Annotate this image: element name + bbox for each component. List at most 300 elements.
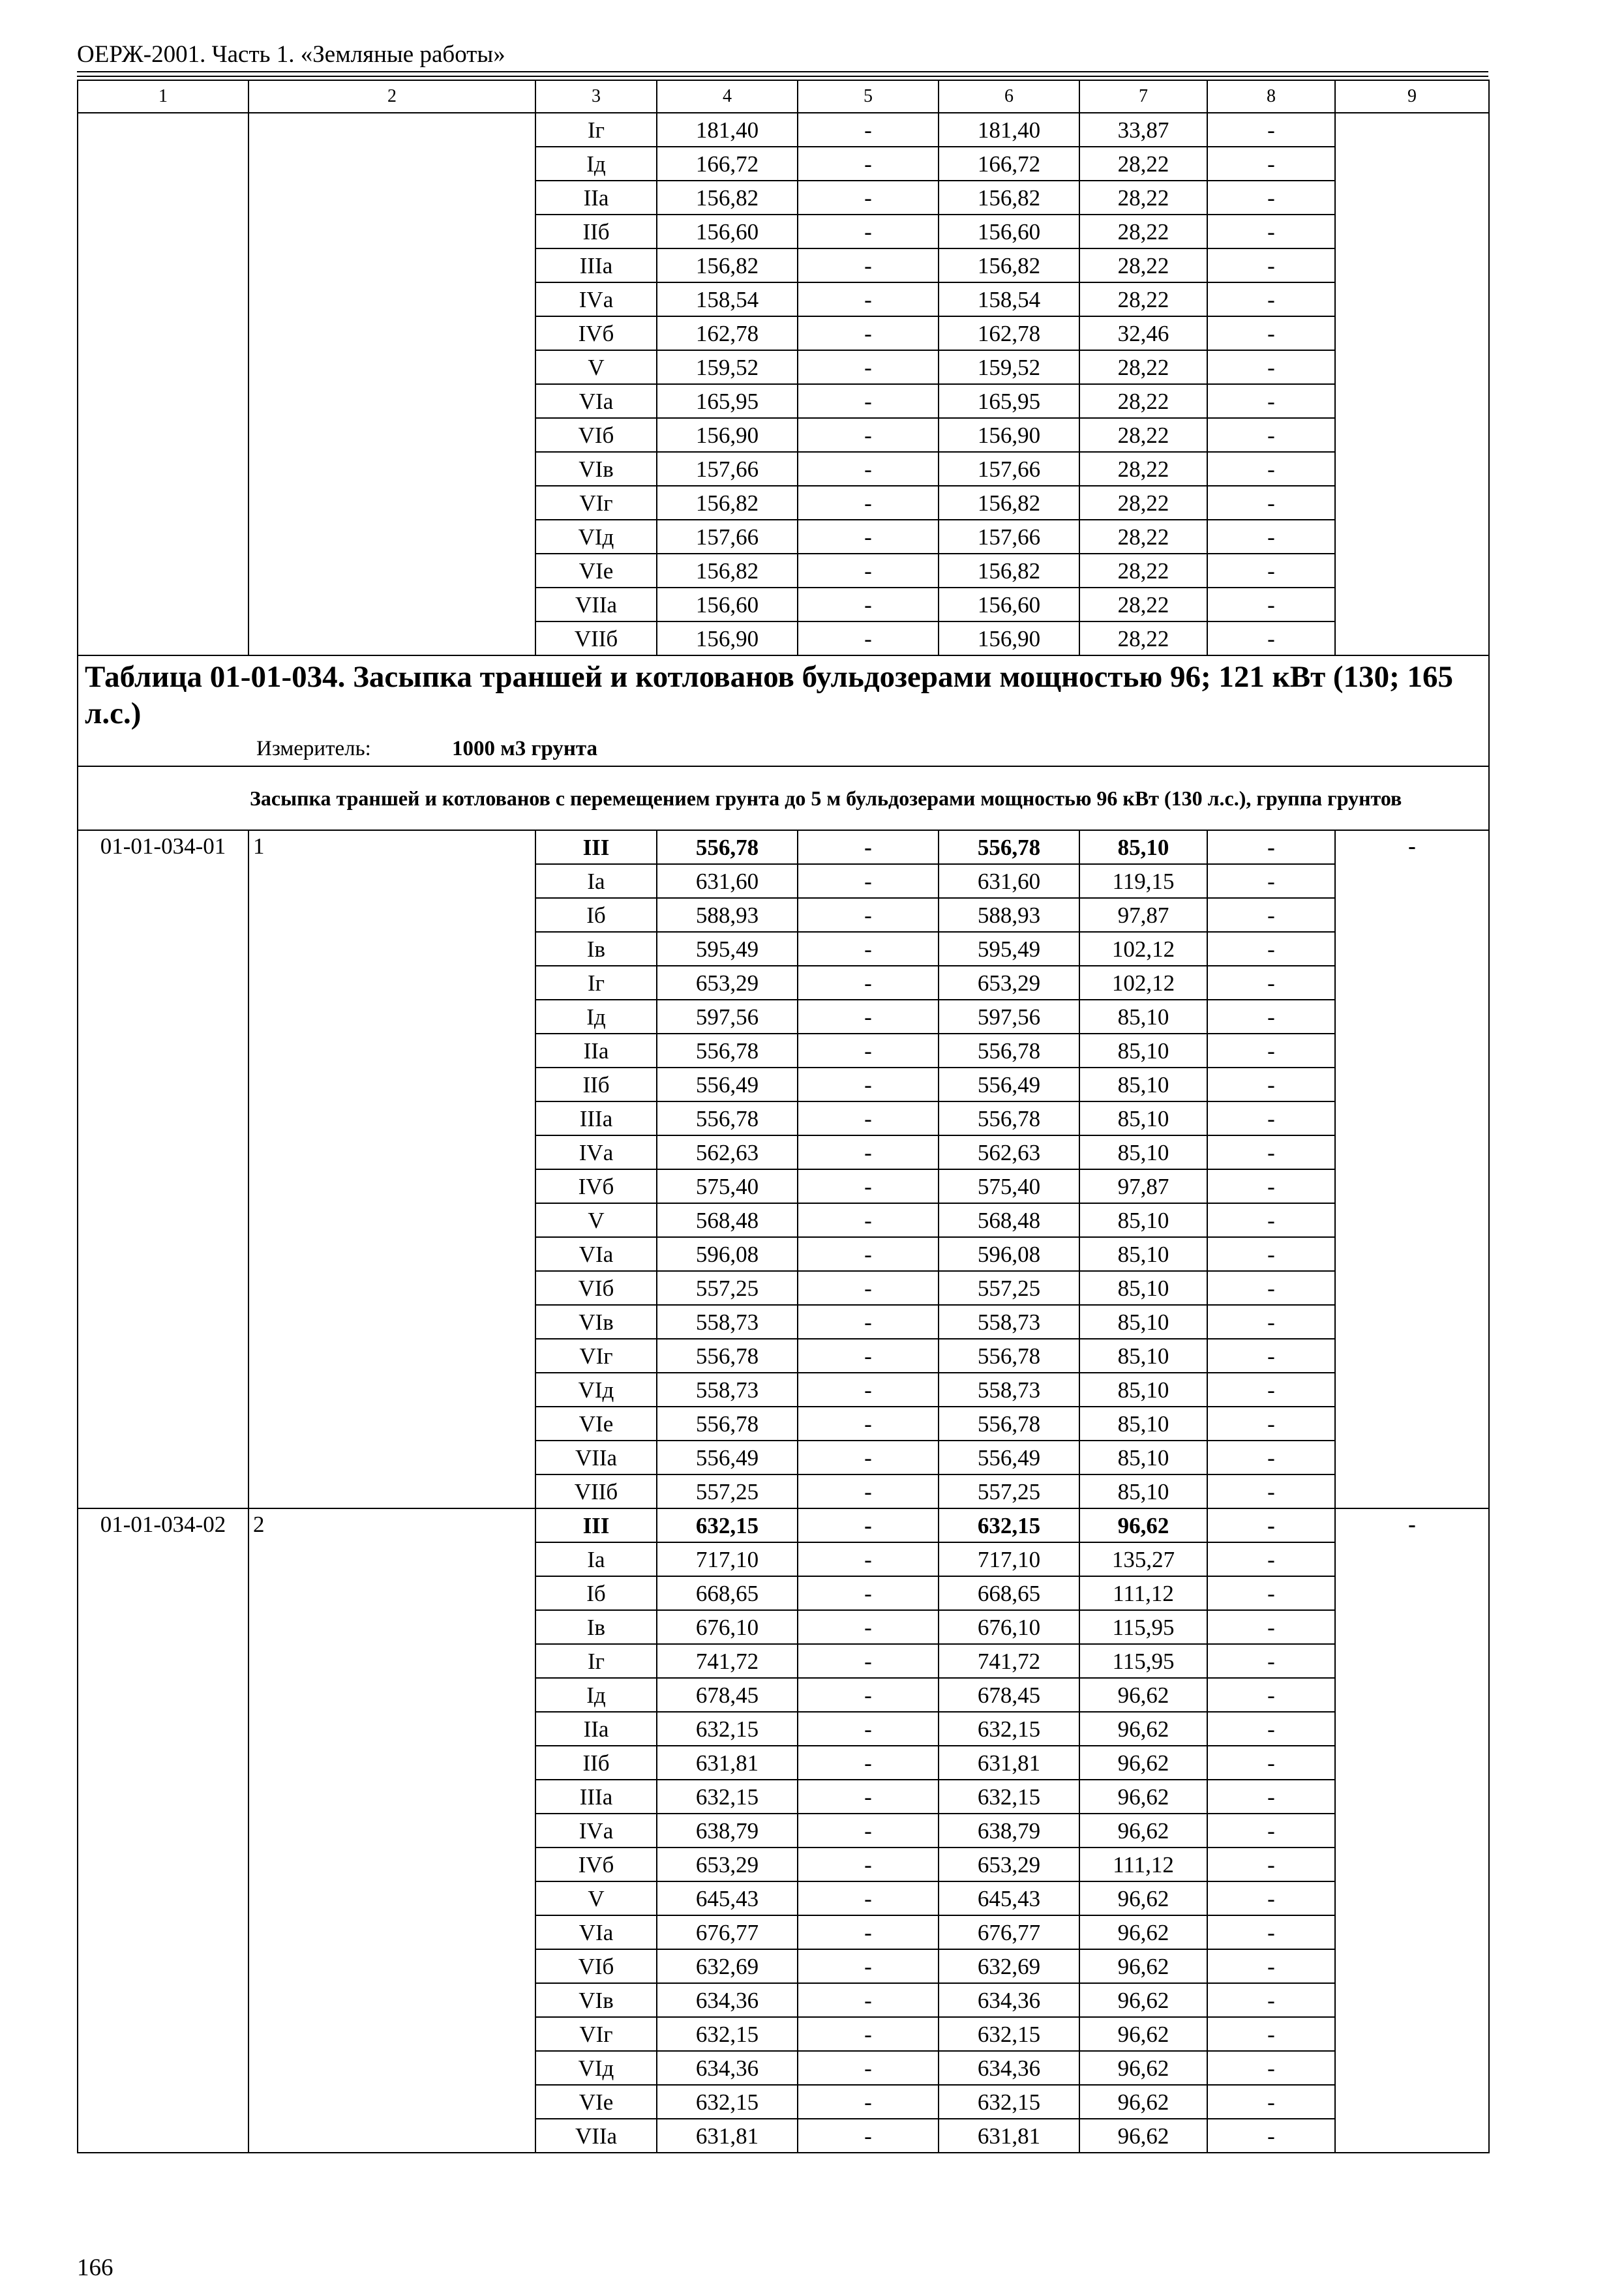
table-cell: 156,82 <box>939 181 1079 215</box>
table-cell: IIа <box>535 1034 657 1068</box>
table-cell: - <box>1335 830 1489 1508</box>
table-row <box>78 830 1489 864</box>
table-cell: 157,66 <box>657 520 798 554</box>
table-cell: - <box>798 1101 939 1135</box>
table-cell: - <box>798 486 939 520</box>
table-cell: 166,72 <box>657 147 798 181</box>
table-cell: - <box>1207 1373 1335 1407</box>
table-cell: V <box>535 350 657 384</box>
table-cell: 558,73 <box>657 1305 798 1339</box>
table-cell: 85,10 <box>1079 1135 1207 1169</box>
column-number: 5 <box>798 80 939 113</box>
table-cell: - <box>1335 1508 1489 2153</box>
table-cell: - <box>798 554 939 588</box>
table-cell: - <box>1207 520 1335 554</box>
table-cell: - <box>1207 486 1335 520</box>
table-cell: - <box>798 1034 939 1068</box>
table-cell: 28,22 <box>1079 215 1207 248</box>
table-cell: 638,79 <box>657 1814 798 1848</box>
table-cell: Iд <box>535 1000 657 1034</box>
table-cell: 85,10 <box>1079 1101 1207 1135</box>
table-cell: 102,12 <box>1079 932 1207 966</box>
table-title: Таблица 01-01-034. Засыпка траншей и котлованов бульдозерами мощностью 96; 121 кВт (130; 165 л.с.) <box>85 660 1453 730</box>
table-cell: 156,60 <box>657 215 798 248</box>
table-cell: - <box>798 932 939 966</box>
table-cell: 556,78 <box>657 830 798 864</box>
table-cell: VIд <box>535 2051 657 2085</box>
table-cell: 156,82 <box>657 248 798 282</box>
table-cell: 156,82 <box>939 554 1079 588</box>
table-cell: - <box>798 282 939 316</box>
table-cell: 96,62 <box>1079 2119 1207 2153</box>
table-cell: 634,36 <box>939 2051 1079 2085</box>
table-cell: IIб <box>535 1746 657 1780</box>
table-cell: IVб <box>535 1848 657 1881</box>
table-cell: 556,78 <box>657 1407 798 1441</box>
table-cell: 668,65 <box>939 1576 1079 1610</box>
table-cell: Iв <box>535 1610 657 1644</box>
table-cell: - <box>798 1271 939 1305</box>
rate-name: 1 <box>248 830 535 1508</box>
table-cell: VIа <box>535 1237 657 1271</box>
table-cell: 653,29 <box>657 966 798 1000</box>
table-cell: - <box>798 1474 939 1508</box>
table-cell: 556,78 <box>939 1101 1079 1135</box>
table-cell: 96,62 <box>1079 2051 1207 2085</box>
table-cell: - <box>798 1339 939 1373</box>
table-cell: 166,72 <box>939 147 1079 181</box>
table-cell: 595,49 <box>939 932 1079 966</box>
table-cell: VIв <box>535 1305 657 1339</box>
column-number: 1 <box>78 80 248 113</box>
table-cell: Iд <box>535 1678 657 1712</box>
table-cell: Iа <box>535 1542 657 1576</box>
table-cell: - <box>1207 1542 1335 1576</box>
table-cell: - <box>798 2085 939 2119</box>
table-cell: 28,22 <box>1079 282 1207 316</box>
table-cell: 156,90 <box>657 621 798 655</box>
table-cell: - <box>798 350 939 384</box>
table-cell: Iг <box>535 966 657 1000</box>
table-cell: - <box>1207 113 1335 147</box>
table-cell: - <box>798 2051 939 2085</box>
table-cell: - <box>1207 1169 1335 1203</box>
table-cell: 596,08 <box>657 1237 798 1271</box>
table-cell: Iд <box>535 147 657 181</box>
table-cell: - <box>1207 2051 1335 2085</box>
table-cell: 556,49 <box>657 1068 798 1101</box>
table-cell: VIе <box>535 554 657 588</box>
table-cell: 557,25 <box>939 1271 1079 1305</box>
table-cell: - <box>1207 1407 1335 1441</box>
page-header: ОЕРЖ-2001. Часть 1. «Земляные работы» <box>77 41 505 68</box>
table-cell: 157,66 <box>939 520 1079 554</box>
table-cell: 588,93 <box>657 898 798 932</box>
table-cell: VIе <box>535 2085 657 2119</box>
table-cell: - <box>798 520 939 554</box>
header-rule <box>77 76 1488 77</box>
table-cell: 562,63 <box>657 1135 798 1169</box>
table-cell: 741,72 <box>939 1644 1079 1678</box>
table-cell: 156,82 <box>939 486 1079 520</box>
table-cell: - <box>1207 1135 1335 1169</box>
table-cell: V <box>535 1203 657 1237</box>
table-cell: 181,40 <box>657 113 798 147</box>
table-cell: VIг <box>535 1339 657 1373</box>
table-cell: 85,10 <box>1079 1474 1207 1508</box>
table-cell: - <box>798 966 939 1000</box>
table-cell: 575,40 <box>657 1169 798 1203</box>
table-cell: 156,90 <box>657 418 798 452</box>
table-cell: 717,10 <box>939 1542 1079 1576</box>
table-cell: 562,63 <box>939 1135 1079 1169</box>
table-cell: IVа <box>535 1135 657 1169</box>
table-row <box>78 1508 1489 1542</box>
table-cell: 85,10 <box>1079 1271 1207 1305</box>
table-cell: - <box>1207 215 1335 248</box>
table-cell: 557,25 <box>657 1271 798 1305</box>
table-cell: 634,36 <box>657 2051 798 2085</box>
table-cell: 676,10 <box>939 1610 1079 1644</box>
table-cell: 85,10 <box>1079 1373 1207 1407</box>
table-cell: - <box>798 830 939 864</box>
table-cell: - <box>798 248 939 282</box>
table-cell: 85,10 <box>1079 1000 1207 1034</box>
table-cell: IVб <box>535 316 657 350</box>
table-cell: - <box>798 1373 939 1407</box>
table-cell: - <box>1207 2017 1335 2051</box>
table-cell: - <box>1207 1881 1335 1915</box>
table-cell: 595,49 <box>657 932 798 966</box>
table-cell: 632,15 <box>939 2085 1079 2119</box>
table-cell: - <box>798 452 939 486</box>
table-cell: - <box>1207 1474 1335 1508</box>
table-cell: 558,73 <box>657 1373 798 1407</box>
table-cell: - <box>798 1305 939 1339</box>
subheading: Засыпка траншей и котлованов с перемещением грунта до 5 м бульдозерами мощностью 96 кВт (130 л.с.), группа грунтов <box>250 786 1402 810</box>
rates-table <box>77 80 1490 2153</box>
table-cell: 631,60 <box>939 864 1079 898</box>
table-cell: III <box>535 830 657 864</box>
table-cell: - <box>798 384 939 418</box>
table-cell: VIа <box>535 1915 657 1949</box>
subheading-cell <box>78 766 1489 830</box>
table-cell: - <box>1207 1101 1335 1135</box>
table-cell: 653,29 <box>939 966 1079 1000</box>
table-cell: IIIа <box>535 1780 657 1814</box>
table-cell: - <box>1207 2119 1335 2153</box>
table-cell: 568,48 <box>939 1203 1079 1237</box>
table-cell: 556,78 <box>657 1034 798 1068</box>
table-cell: VIг <box>535 2017 657 2051</box>
table-cell: 96,62 <box>1079 1712 1207 1746</box>
table-cell: 676,10 <box>657 1610 798 1644</box>
table-cell: 632,15 <box>657 1508 798 1542</box>
page-number: 166 <box>77 2254 113 2281</box>
table-cell: 33,87 <box>1079 113 1207 147</box>
table-cell: - <box>798 1949 939 1983</box>
table-cell: - <box>1207 1068 1335 1101</box>
table-cell: - <box>1207 1610 1335 1644</box>
table-cell: VIIб <box>535 621 657 655</box>
table-cell: 556,49 <box>939 1068 1079 1101</box>
table-cell: 96,62 <box>1079 1780 1207 1814</box>
table-cell: 676,77 <box>657 1915 798 1949</box>
table-cell: 653,29 <box>939 1848 1079 1881</box>
table-cell: 676,77 <box>939 1915 1079 1949</box>
table-cell: 165,95 <box>939 384 1079 418</box>
table-cell: - <box>1207 282 1335 316</box>
table-cell: Iв <box>535 932 657 966</box>
table-cell: 96,62 <box>1079 2085 1207 2119</box>
rate-code: 01-01-034-01 <box>78 830 248 1508</box>
empty-cell <box>78 113 248 655</box>
table-cell: III <box>535 1508 657 1542</box>
table-cell: 631,81 <box>939 1746 1079 1780</box>
table-cell: 157,66 <box>657 452 798 486</box>
table-cell: - <box>1207 248 1335 282</box>
table-cell: IVб <box>535 1169 657 1203</box>
table-cell: - <box>1207 1441 1335 1474</box>
table-cell: 111,12 <box>1079 1576 1207 1610</box>
table-cell: - <box>1207 1780 1335 1814</box>
table-cell: 85,10 <box>1079 1305 1207 1339</box>
table-cell: 645,43 <box>657 1881 798 1915</box>
table-cell: VIIа <box>535 588 657 621</box>
table-cell: 631,60 <box>657 864 798 898</box>
table-cell: - <box>798 147 939 181</box>
table-cell: 556,78 <box>657 1101 798 1135</box>
rate-name: 2 <box>248 1508 535 2153</box>
table-cell: 556,78 <box>939 830 1079 864</box>
table-cell: VIд <box>535 520 657 554</box>
table-cell: 653,29 <box>657 1848 798 1881</box>
table-cell: 28,22 <box>1079 554 1207 588</box>
column-number: 7 <box>1079 80 1207 113</box>
table-cell: IIб <box>535 215 657 248</box>
table-cell: 157,66 <box>939 452 1079 486</box>
table-cell: 28,22 <box>1079 418 1207 452</box>
table-cell: 96,62 <box>1079 1746 1207 1780</box>
table-cell: IIа <box>535 1712 657 1746</box>
table-cell: 96,62 <box>1079 1508 1207 1542</box>
table-cell: - <box>1207 418 1335 452</box>
table-cell: - <box>798 1203 939 1237</box>
column-number: 6 <box>939 80 1079 113</box>
column-number-row <box>78 80 1489 113</box>
table-cell: 96,62 <box>1079 1983 1207 2017</box>
table-cell: VIIб <box>535 1474 657 1508</box>
table-cell: VIIа <box>535 2119 657 2153</box>
subheading-row <box>78 766 1489 830</box>
table-cell: 162,78 <box>657 316 798 350</box>
table-cell: - <box>798 1169 939 1203</box>
table-cell: - <box>1207 932 1335 966</box>
table-cell: - <box>1207 1576 1335 1610</box>
table-cell: - <box>1207 1915 1335 1949</box>
table-cell: 102,12 <box>1079 966 1207 1000</box>
table-cell: 631,81 <box>939 2119 1079 2153</box>
table-cell: 632,15 <box>657 2085 798 2119</box>
table-cell: - <box>798 1542 939 1576</box>
measure-label: Измеритель: <box>256 737 371 760</box>
table-cell: 156,90 <box>939 621 1079 655</box>
table-cell: 165,95 <box>657 384 798 418</box>
table-cell: 111,12 <box>1079 1848 1207 1881</box>
table-cell: 156,82 <box>657 554 798 588</box>
table-cell: 632,15 <box>939 2017 1079 2051</box>
table-cell: - <box>1207 554 1335 588</box>
table-cell: 135,27 <box>1079 1542 1207 1576</box>
table-cell: - <box>1207 1848 1335 1881</box>
table-cell: - <box>798 1780 939 1814</box>
table-cell: - <box>798 1881 939 1915</box>
table-cell: 558,73 <box>939 1305 1079 1339</box>
table-cell: 32,46 <box>1079 316 1207 350</box>
table-cell: IVа <box>535 282 657 316</box>
table-cell: 158,54 <box>939 282 1079 316</box>
table-cell: 28,22 <box>1079 621 1207 655</box>
table-cell: - <box>1207 621 1335 655</box>
header-rule <box>77 71 1488 72</box>
table-cell: - <box>798 316 939 350</box>
table-cell: VIб <box>535 1949 657 1983</box>
table-cell: 678,45 <box>657 1678 798 1712</box>
table-cell: 119,15 <box>1079 864 1207 898</box>
table-cell: VIв <box>535 1983 657 2017</box>
table-cell: 556,78 <box>657 1339 798 1373</box>
table-cell: 632,69 <box>939 1949 1079 1983</box>
table-cell: 85,10 <box>1079 1034 1207 1068</box>
table-cell: 28,22 <box>1079 588 1207 621</box>
table-cell: 156,82 <box>657 486 798 520</box>
column-number: 8 <box>1207 80 1335 113</box>
table-cell: IIб <box>535 1068 657 1101</box>
table-cell: 645,43 <box>939 1881 1079 1915</box>
table-cell: IIIа <box>535 248 657 282</box>
table-cell: 115,95 <box>1079 1610 1207 1644</box>
rate-code: 01-01-034-02 <box>78 1508 248 2153</box>
table-cell: VIб <box>535 1271 657 1305</box>
table-cell: - <box>1207 316 1335 350</box>
table-cell: 717,10 <box>657 1542 798 1576</box>
table-cell: 632,15 <box>939 1780 1079 1814</box>
table-cell: Iа <box>535 864 657 898</box>
table-cell: 156,82 <box>657 181 798 215</box>
table-cell: 96,62 <box>1079 1814 1207 1848</box>
table-cell: - <box>1207 147 1335 181</box>
table-cell: - <box>1207 350 1335 384</box>
table-cell: - <box>798 215 939 248</box>
table-cell: IVа <box>535 1814 657 1848</box>
table-cell: - <box>1207 452 1335 486</box>
table-cell: 181,40 <box>939 113 1079 147</box>
table-cell: - <box>798 113 939 147</box>
table-cell: 96,62 <box>1079 2017 1207 2051</box>
table-cell: 28,22 <box>1079 520 1207 554</box>
table-cell: 28,22 <box>1079 452 1207 486</box>
table-cell: 28,22 <box>1079 147 1207 181</box>
table-cell: - <box>798 1237 939 1271</box>
table-cell: 96,62 <box>1079 1881 1207 1915</box>
table-cell: - <box>798 898 939 932</box>
table-cell: VIIа <box>535 1441 657 1474</box>
table-cell: - <box>1207 1271 1335 1305</box>
table-cell: 85,10 <box>1079 1203 1207 1237</box>
table-cell: - <box>1207 181 1335 215</box>
table-cell: VIг <box>535 486 657 520</box>
table-cell: - <box>1207 1712 1335 1746</box>
table-cell: 556,78 <box>939 1407 1079 1441</box>
table-cell: - <box>798 621 939 655</box>
rates-table-wrapper <box>77 80 1488 2153</box>
table-cell: - <box>1207 966 1335 1000</box>
table-cell: 85,10 <box>1079 1339 1207 1373</box>
table-cell: VIб <box>535 418 657 452</box>
table-cell: 156,60 <box>657 588 798 621</box>
table-cell: - <box>1207 1203 1335 1237</box>
table-cell: 159,52 <box>939 350 1079 384</box>
table-cell: 634,36 <box>657 1983 798 2017</box>
table-cell: - <box>798 864 939 898</box>
table-cell: - <box>1207 588 1335 621</box>
table-body <box>78 80 1489 2153</box>
empty-cell <box>248 113 535 655</box>
table-cell: - <box>798 1678 939 1712</box>
table-cell: - <box>1207 1678 1335 1712</box>
table-cell: - <box>798 1712 939 1746</box>
empty-cell <box>1335 113 1489 655</box>
table-cell: Iг <box>535 113 657 147</box>
table-cell: VIа <box>535 384 657 418</box>
table-cell: - <box>1207 1746 1335 1780</box>
table-cell: - <box>1207 864 1335 898</box>
table-cell: - <box>798 418 939 452</box>
table-cell: 597,56 <box>939 1000 1079 1034</box>
table-cell: 556,78 <box>939 1339 1079 1373</box>
table-cell: - <box>798 1000 939 1034</box>
table-cell: - <box>1207 1949 1335 1983</box>
table-cell: 28,22 <box>1079 248 1207 282</box>
table-cell: VIв <box>535 452 657 486</box>
table-cell: 85,10 <box>1079 1407 1207 1441</box>
column-number: 4 <box>657 80 798 113</box>
table-cell: 631,81 <box>657 1746 798 1780</box>
table-cell: 678,45 <box>939 1678 1079 1712</box>
table-cell: 575,40 <box>939 1169 1079 1203</box>
table-cell: IIа <box>535 181 657 215</box>
table-title-cell <box>78 655 1489 766</box>
table-cell: - <box>798 1848 939 1881</box>
column-number: 9 <box>1335 80 1489 113</box>
table-cell: - <box>1207 1237 1335 1271</box>
table-cell: - <box>798 1441 939 1474</box>
table-cell: 631,81 <box>657 2119 798 2153</box>
table-cell: 96,62 <box>1079 1678 1207 1712</box>
table-cell: 557,25 <box>657 1474 798 1508</box>
table-cell: 85,10 <box>1079 830 1207 864</box>
table-cell: VIе <box>535 1407 657 1441</box>
table-cell: 741,72 <box>657 1644 798 1678</box>
table-cell: 588,93 <box>939 898 1079 932</box>
table-cell: 632,15 <box>657 2017 798 2051</box>
table-cell: 634,36 <box>939 1983 1079 2017</box>
table-cell: 558,73 <box>939 1373 1079 1407</box>
table-cell: - <box>798 1915 939 1949</box>
table-cell: 97,87 <box>1079 1169 1207 1203</box>
table-cell: - <box>798 2017 939 2051</box>
table-cell: - <box>798 1508 939 1542</box>
